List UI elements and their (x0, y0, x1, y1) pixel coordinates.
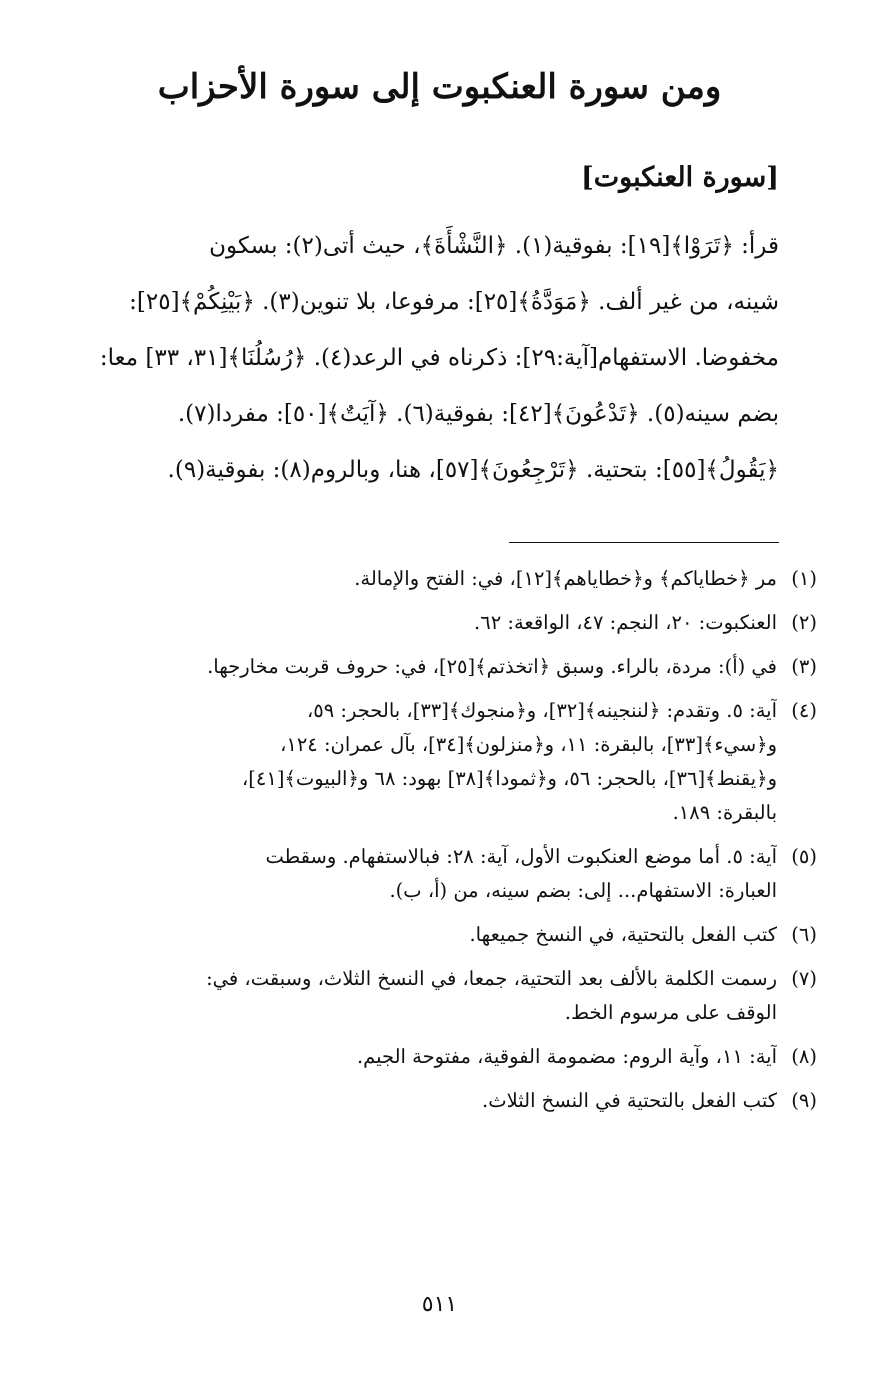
footnote-text (92, 650, 777, 684)
footnote-number: (١) (791, 567, 817, 590)
footnotes (92, 562, 817, 1128)
footnote-line: بالبقرة: ١٨٩. (672, 801, 777, 824)
footnote (92, 840, 817, 908)
footnote-line: مر ﴿خطاياكم﴾ و﴿خطاياهم﴾[١٢]، في: الفتح والإمالة. (354, 567, 777, 590)
footnote-line: العنكبوت: ٢٠، النجم: ٤٧، الواقعة: ٦٢. (474, 611, 777, 634)
footnote-line: آية: ٥. أما موضع العنكبوت الأول، آية: ٢٨: فبالاستفهام. وسقطت (265, 845, 777, 868)
footnote (92, 962, 817, 1030)
main-text-line: ﴿يَقُولُ﴾[٥٥]: بتحتية. ﴿تَرْجِعُونَ﴾[٥٧]، هنا، وبالروم(٨): بفوقية(٩). (167, 457, 779, 483)
footnote-number: (٢) (791, 611, 817, 634)
footnote-line: كتب الفعل بالتحتية، في النسخ جميعها. (469, 923, 777, 946)
footnote (92, 694, 817, 830)
footnote-line: في (أ): مردة، بالراء. وسبق ﴿اتخذتم﴾[٢٥]، في: حروف قربت مخارجها. (207, 655, 777, 678)
footnote-line: و﴿سيء﴾[٣٣]، بالبقرة: ١١، و﴿منزلون﴾[٣٤]، بآل عمران: ١٢٤، (280, 733, 777, 756)
footnote-line: الوقف على مرسوم الخط. (564, 1001, 777, 1024)
footnote-text (92, 918, 777, 952)
footnote-text (92, 562, 777, 596)
footnote (92, 562, 817, 596)
footnote-divider (509, 542, 779, 543)
main-text-line: بضم سينه(٥). ﴿تَدْعُونَ﴾[٤٢]: بفوقية(٦). ﴿آيَتٌ﴾[٥٠]: مفردا(٧). (177, 401, 779, 427)
footnote (92, 1040, 817, 1074)
footnote (92, 1084, 817, 1118)
footnote-text (92, 1040, 777, 1074)
main-text-line: شينه، من غير ألف. ﴿مَوَدَّةُ﴾[٢٥]: مرفوعا، بلا تنوين(٣). ﴿بَيْنِكُمْ﴾[٢٥]: (129, 289, 779, 315)
footnote-line: كتب الفعل بالتحتية في النسخ الثلاث. (482, 1089, 777, 1112)
footnote-text (92, 1084, 777, 1118)
footnote-text (92, 840, 777, 908)
main-text-line: قرأ: ﴿تَرَوْا﴾[١٩]: بفوقية(١). ﴿النَّشْأَةَ﴾، حيث أتى(٢): بسكون (209, 233, 779, 259)
page-title: ومن سورة العنكبوت إلى سورة الأحزاب (157, 67, 722, 107)
footnote-number: (٨) (791, 1045, 817, 1068)
main-text (100, 218, 779, 498)
footnote (92, 918, 817, 952)
footnote-number: (٩) (791, 1089, 817, 1112)
footnote-number: (٧) (791, 967, 817, 990)
footnote-line: العبارة: الاستفهام... إلى: بضم سينه، من (أ، ب). (389, 879, 777, 902)
main-text-line: مخفوضا. الاستفهام[آية:٢٩]: ذكرناه في الرعد(٤). ﴿رُسُلُنَا﴾[٣١، ٣٣] معا: (100, 345, 779, 371)
footnote-text (92, 694, 777, 830)
footnote-number: (٤) (791, 699, 817, 722)
footnote-number: (٦) (791, 923, 817, 946)
section-heading: [سورة العنكبوت] (580, 162, 779, 193)
footnote-text (92, 962, 777, 1030)
footnote-line: آية: ١١، وآية الروم: مضمومة الفوقية، مفتوحة الجيم. (356, 1045, 777, 1068)
footnote-text (92, 606, 777, 640)
footnote-line: آية: ٥. وتقدم: ﴿لننجينه﴾[٣٢]، و﴿منجوك﴾[٣٣]، بالحجر: ٥٩، (306, 699, 777, 722)
page-number: ٥١١ (421, 1292, 458, 1317)
footnote (92, 650, 817, 684)
footnote-line: و﴿يقنط﴾[٣٦]، بالحجر: ٥٦، و﴿ثمودا﴾[٣٨] بهود: ٦٨ و﴿البيوت﴾[٤١]، (242, 767, 777, 790)
footnote-number: (٣) (791, 655, 817, 678)
footnote-line: رسمت الكلمة بالألف بعد التحتية، جمعا، في النسخ الثلاث، وسبقت، في: (206, 967, 777, 990)
footnote-number: (٥) (791, 845, 817, 868)
footnote (92, 606, 817, 640)
